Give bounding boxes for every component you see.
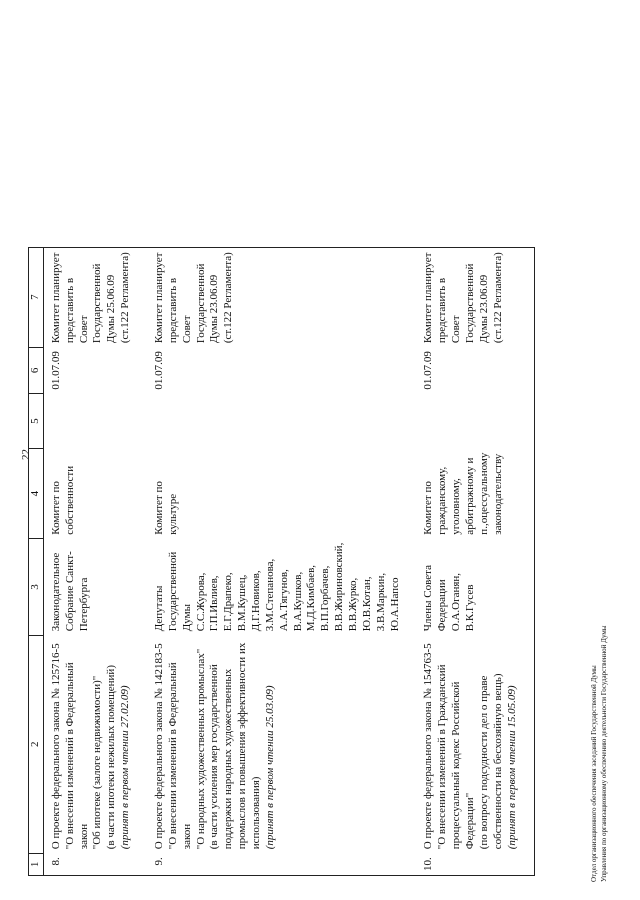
bill-title (43, 635, 147, 853)
header-col-4: 4 (29, 449, 44, 539)
col5-cell (416, 394, 534, 449)
bill-line: "О внесении изменений в Гражданский (436, 664, 449, 850)
bill-author: Члены Совета Федерации О.А.Оганян, В.К.Гусев (422, 565, 477, 632)
bill-title (416, 635, 534, 853)
header-col-6: 6 (29, 347, 44, 394)
bill-committee: Комитет по гражданскому, уголовному, арбитражному и п.,оцессуальному законодательству (422, 452, 504, 535)
row-number: 9. (153, 857, 166, 866)
bill-line: "О внесении изменений в Федеральный закон (63, 662, 90, 850)
header-col-5: 5 (29, 394, 44, 449)
bill-line: О проекте федерального закона № 142183-5 (153, 643, 166, 850)
bill-status: (принят в первом чтении 15.05.09) (505, 685, 518, 850)
table-row (147, 247, 416, 875)
bill-line: промыслов и повышения эффективности их (236, 642, 249, 850)
bill-line: Федерации" (464, 792, 477, 850)
header-col-3: 3 (29, 539, 44, 636)
bill-author: Депутаты Государственной Думы С.С.Журова, Г.П.Ивлиев, Е.Г.Драпеко, В.М.Кушец, Д.Г.Новиков, З.М.Степанова, А.А.Тягунов, В.А.Кушков, М.Д.Кимбаев, В.П.Горбачев, В.В.Жириновский, В.В.Журко, Ю.В.Котан, З.В.Маркин, Ю.А.Напсо (153, 542, 401, 632)
row-number: 10. (422, 857, 435, 871)
page-number: 22 (20, 449, 32, 460)
bill-date: 01.07.09 (49, 351, 62, 390)
page-footer (590, 626, 610, 882)
footer-line: Отдел организационного обеспечения заседаний Государственной Думы (590, 665, 598, 882)
bill-note: Комитет планирует представить в Совет Государственной Думы 25.06.09 (ст.122 Регламента) (49, 252, 132, 344)
bill-committee: Комитет по собственности (49, 465, 76, 535)
bill-status: (принят в первом чтении 25.03.09) (263, 685, 276, 850)
bill-committee: Комитет по культуре (153, 481, 179, 535)
header-col-1: 1 (29, 853, 44, 875)
bill-note: Комитет планирует представить в Совет Государственной Думы 23.06.09 (ст.122 Регламента) (153, 252, 235, 344)
bill-line: "О народных художественных промыслах" (194, 648, 207, 850)
col5-cell (147, 394, 416, 449)
bill-status: (принят в первом чтении 27.02.09) (119, 685, 132, 850)
bill-line: (в части ипотеки нежилых помещений) (105, 665, 118, 850)
table-row (416, 247, 534, 875)
bills-table (28, 247, 535, 876)
header-col-2: 2 (29, 635, 44, 853)
table-row (43, 247, 147, 875)
footer-line: Управления по организационному обеспечению деятельности Государственной Думы (599, 625, 608, 882)
bill-note: Комитет планирует представить в Совет Государственной Думы 23.06.09 (ст.122 Регламента) (422, 252, 504, 344)
col5-cell (43, 394, 147, 449)
bill-date: 01.07.09 (422, 351, 435, 390)
header-row (29, 247, 44, 875)
bill-line: процессуальный кодекс Российской (450, 681, 463, 850)
bill-line: использования) (250, 776, 263, 850)
bill-line: "Об ипотеке (залоге недвижимости)" (91, 675, 104, 850)
bill-title (147, 635, 416, 853)
bill-date: 01.07.09 (153, 351, 166, 390)
bill-line: (в части усиления мер государственной (208, 664, 221, 850)
bill-line: поддержки народных художественных (222, 668, 235, 850)
bill-line: "О внесении изменений в Федеральный закон (166, 662, 193, 850)
header-col-7: 7 (29, 247, 44, 347)
bill-line: О проекте федерального закона № 125716-5 (49, 643, 62, 850)
bill-line: собственности на бесхозяйную вещь) (491, 673, 504, 850)
bill-author: Законодательное Собрание Санкт-Петербурга (49, 551, 90, 632)
row-number: 8. (49, 857, 62, 866)
bill-line: (по вопросу подсудности дел о праве (477, 675, 490, 850)
bill-line: О проекте федерального закона № 154763-5 (422, 643, 435, 850)
